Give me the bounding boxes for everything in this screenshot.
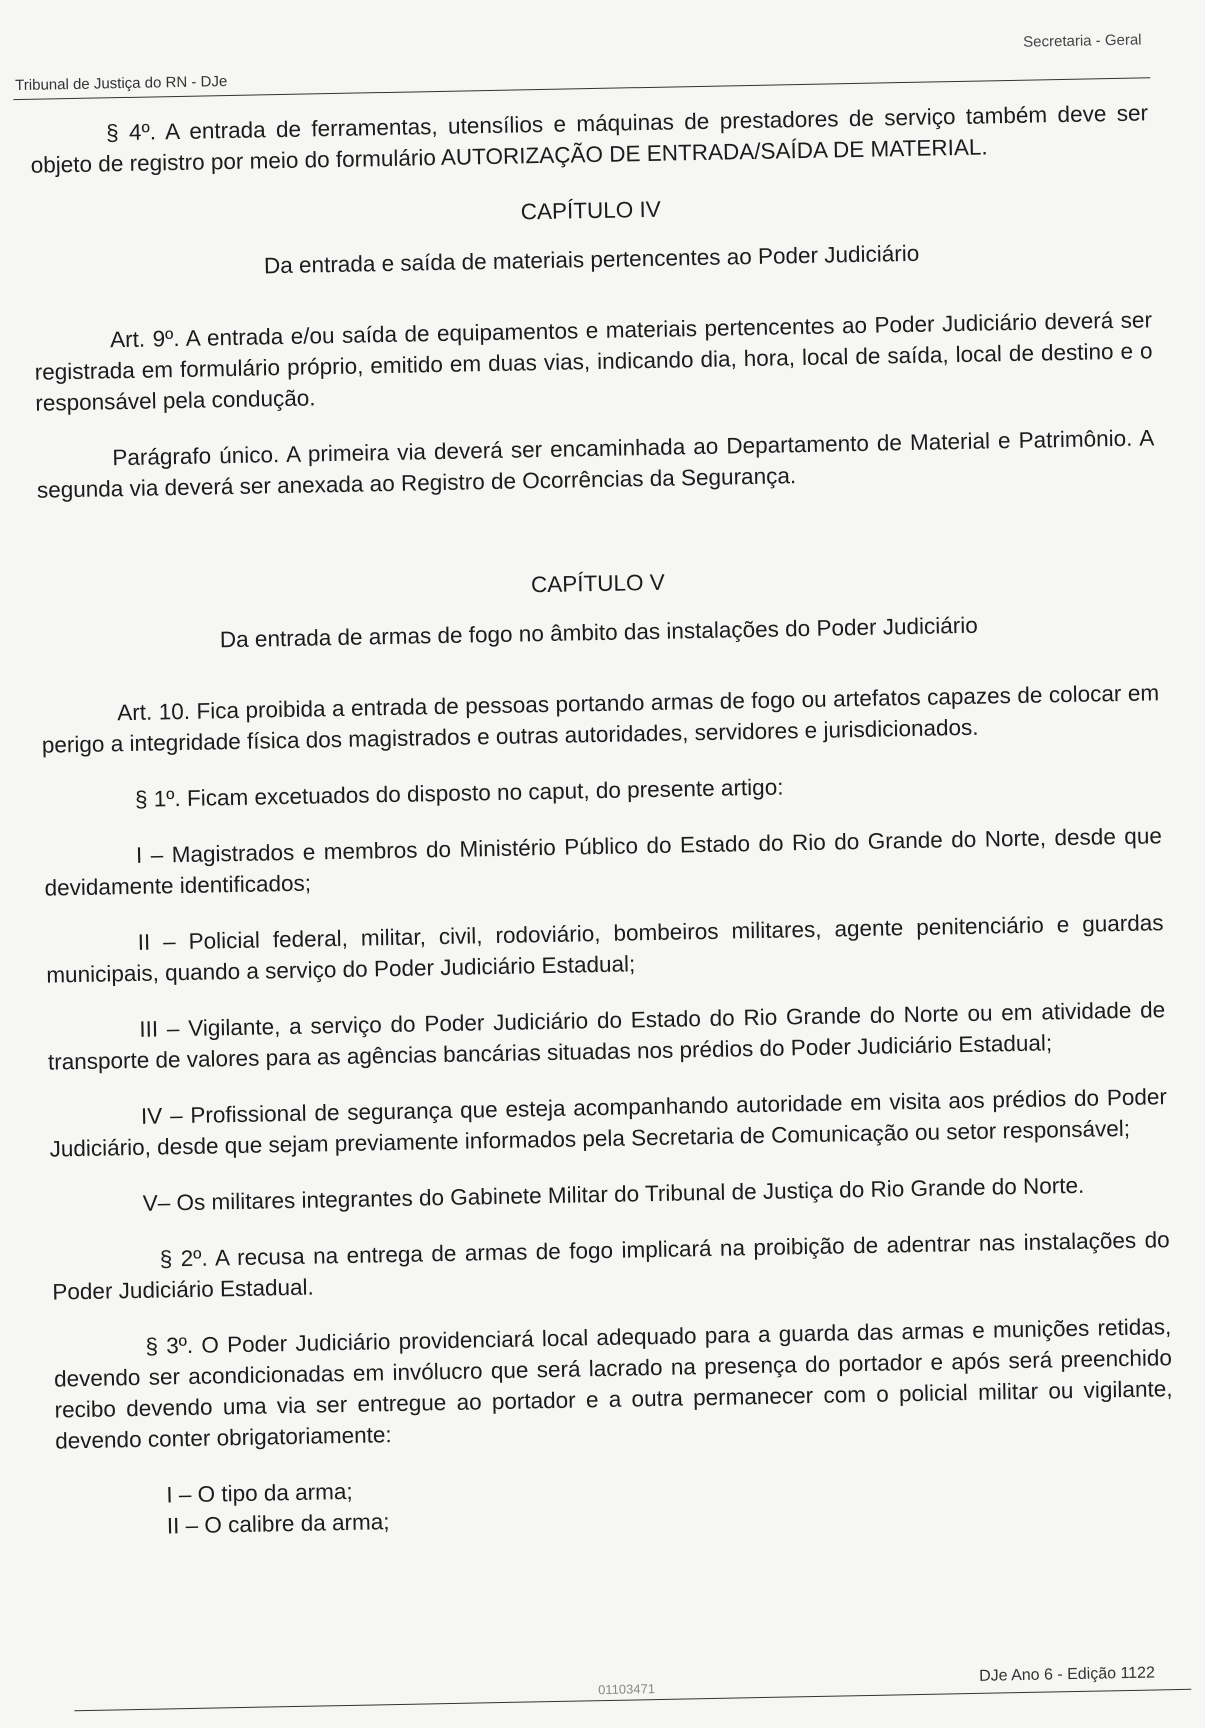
footer-stamp-number: 01103471 <box>597 1681 656 1698</box>
list-item-caliber: II – O calibre da arma; <box>166 1509 390 1539</box>
chapter-4-subtitle: Da entrada e saída de materiais pertencentes ao Poder Judiciário <box>263 240 920 279</box>
article-10-p3: § 3º. O Poder Judiciário providenciará local adequado para a guarda das armas e munições retidas, devendo ser acondicionadas em invólucro que será lacrado na presença do portador e após será preenchido recibo devendo uma via ser entregue ao portador e a outra permanecer com o policial militar ou vigilante, devendo conter obrigatoriamente: <box>53 1314 1173 1454</box>
item-i: I – Magistrados e membros do Ministério Público do Estado do Rio do Grande do Norte, desde que devidamente identificados; <box>44 823 1163 901</box>
article-10-p1: § 1º. Ficam excetuados do disposto no caput, do presente artigo: <box>134 774 784 812</box>
header-publication: Tribunal de Justiça do RN - DJe <box>15 73 228 95</box>
chapter-4-title: CAPÍTULO IV <box>520 196 661 225</box>
document-body <box>30 97 1175 1543</box>
item-v: V– Os militares integrantes do Gabinete Militar do Tribunal de Justiça do Rio Grande do Norte. <box>142 1172 1085 1216</box>
article-10: Art. 10. Fica proibida a entrada de pessoas portando armas de fogo ou artefatos capazes de colocar em perigo a integridade física dos magistrados e outras autoridades, servidores e jurisdicionados. <box>41 680 1160 758</box>
chapter-5-title: CAPÍTULO V <box>530 569 666 598</box>
item-ii: II – Policial federal, militar, civil, rodoviário, bombeiros militares, agente penitenciário e guardas municipais, quando a serviço do Poder Judiciário Estadual; <box>46 910 1164 988</box>
item-iii: III – Vigilante, a serviço do Poder Judiciário do Estado do Rio Grande do Norte ou em atividade de transporte de valores para as agências bancárias situadas nos prédios do Poder Judiciário Estadual; <box>47 997 1166 1075</box>
article-10-p2: § 2º. A recusa na entrega de armas de fogo implicará na proibição de adentrar nas instalações do Poder Judiciário Estadual. <box>52 1227 1170 1305</box>
article-9-paragraph: Parágrafo único. A primeira via deverá ser encaminhada ao Departamento de Material e Patrimônio. A segunda via deverá ser anexada ao Registro de Ocorrências da Segurança. <box>36 425 1155 503</box>
footer-edition: DJe Ano 6 - Edição 1122 <box>978 1664 1156 1685</box>
item-iv: IV – Profissional de segurança que esteja acompanhando autoridade em visita aos prédios do Poder Judiciário, desde que sejam previamente informados pela Secretaria de Comunicação ou setor responsável; <box>49 1084 1168 1162</box>
list-item-type: I – O tipo da arma; <box>166 1478 353 1508</box>
paragraph-4: § 4º. A entrada de ferramentas, utensílios e máquinas de prestadores de serviço também deve ser objeto de registro por meio do formulário AUTORIZAÇÃO DE ENTRADA/SAÍDA DE MATERIAL. <box>30 100 1149 178</box>
chapter-5-subtitle: Da entrada de armas de fogo no âmbito das instalações do Poder Judiciário <box>219 612 978 653</box>
article-9: Art. 9º. A entrada e/ou saída de equipamentos e materiais pertencentes ao Poder Judiciário deverá ser registrada em formulário próprio, emitido em duas vias, indicando dia, hora, local de saída, local de destino e o responsável pela condução. <box>34 307 1153 416</box>
header-section: Secretaria - Geral <box>1023 31 1142 51</box>
